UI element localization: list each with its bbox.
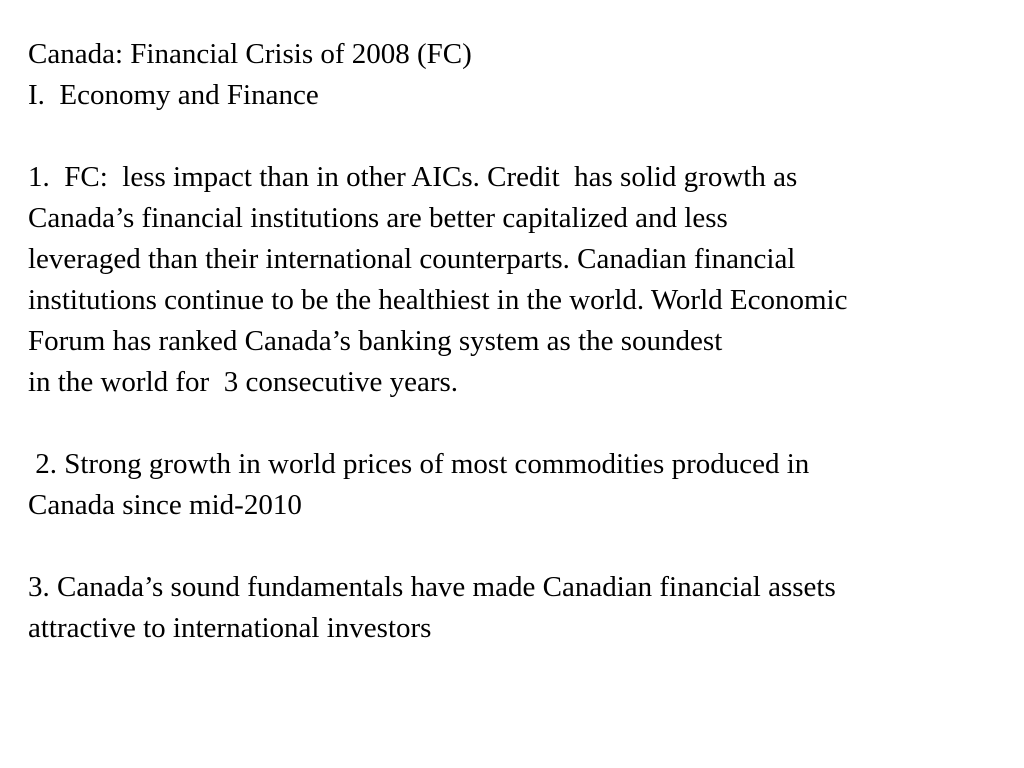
slide-text-body <box>28 34 1008 649</box>
point-3 <box>28 567 1008 649</box>
point-1-line: institutions continue to be the healthiest in the world. World Economic <box>28 284 848 316</box>
point-2 <box>28 444 1008 526</box>
point-1 <box>28 157 1008 403</box>
point-3-line: 3. Canada’s sound fundamentals have made Canadian financial assets <box>28 571 836 603</box>
spacer <box>28 403 1008 444</box>
spacer <box>28 116 1008 157</box>
point-1-line: in the world for 3 consecutive years. <box>28 366 459 398</box>
point-3-line: attractive to international investors <box>28 612 432 644</box>
slide-title: Canada: Financial Crisis of 2008 (FC) <box>28 38 472 70</box>
point-1-line: Canada’s financial institutions are better capitalized and less <box>28 202 728 234</box>
point-2-line: Canada since mid-2010 <box>28 489 302 521</box>
spacer <box>28 526 1008 567</box>
point-1-line: leveraged than their international counterparts. Canadian financial <box>28 243 796 275</box>
point-2-line: 2. Strong growth in world prices of most commodities produced in <box>28 448 810 480</box>
point-1-line: 1. FC: less impact than in other AICs. Credit has solid growth as <box>28 161 798 193</box>
section-heading: I. Economy and Finance <box>28 79 319 111</box>
point-1-line: Forum has ranked Canada’s banking system as the soundest <box>28 325 723 357</box>
